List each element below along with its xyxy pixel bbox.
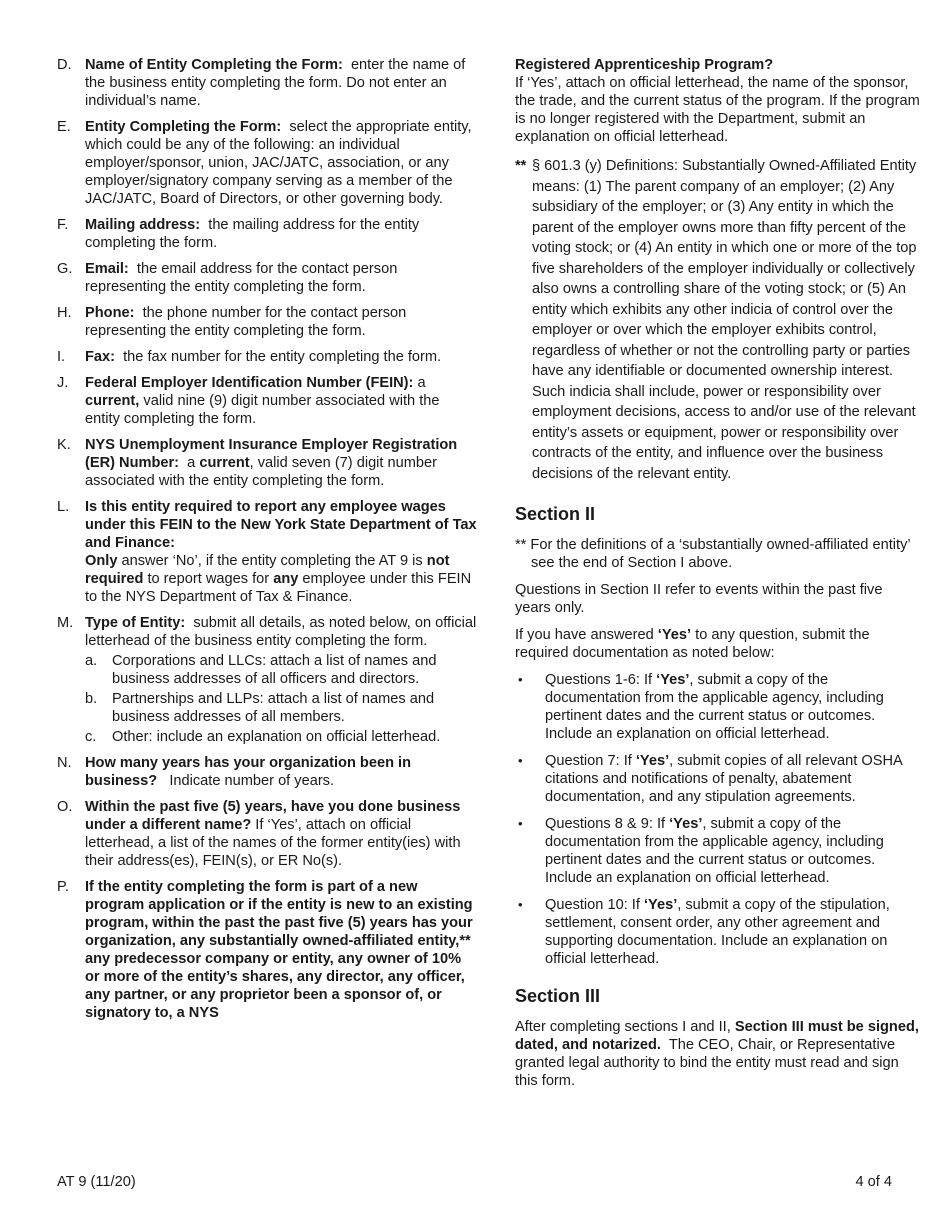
instruction-item-m: M. Type of Entity: submit all details, as noted below, on official letterhead of the business entity completing the form. a. Corporations and LLCs: attach a list of names and business addresses of all officers and directors. b. Partnerships and LLPs: attach a list of names and business addresses of all members. c. Other: include an explanation on official letterhead. <box>57 615 477 745</box>
instruction-item-h: H. Phone: the phone number for the contact person representing the entity completing the form. <box>57 305 407 339</box>
sub-item-c: c. Other: include an explanation on official letterhead. <box>85 729 441 745</box>
item-heading: Mailing address: <box>85 217 201 233</box>
item-text: the fax number for the entity completing the form. <box>123 349 442 365</box>
right-column <box>515 56 920 1099</box>
item-heading: How many years has your organization been in business? <box>85 755 412 789</box>
item-heading: NYS Unemployment Insurance Employer Registration (ER) Number: <box>85 437 458 471</box>
section-ii-note: ** For the definitions of a ‘substantially owned-affiliated entity’ see the end of Section I above. <box>515 537 911 571</box>
bullet-icon: • <box>518 753 523 768</box>
section-ii-scope: Questions in Section II refer to events within the past five years only. <box>515 582 883 616</box>
item-text: the phone number for the contact person representing the entity completing the form. <box>85 305 407 339</box>
bullet-item: • Questions 8 & 9: If ‘Yes’, submit a copy of the documentation from the applicable agency, including pertinent dates and the current status or outcomes. Include an explanation on official letterhead. <box>515 815 920 887</box>
item-heading: If the entity completing the form is part of a new program application or if the entity is new to an existing program, within the past the past five (5) years has your organization, any substantially owned-affiliated entity,** any predecessor company or entity, any owner of 10% or more of the entity’s shares, any director, any officer, any partner, or any proprietor been a sponsor of, or signatory to, a NYS <box>85 879 473 1021</box>
instruction-item-i: I. Fax: the fax number for the entity completing the form. <box>57 349 442 365</box>
instruction-item-j: J. Federal Employer Identification Number (FEIN): a current, valid nine (9) digit number associated with the entity completing the form. <box>57 375 440 427</box>
bullet-icon: • <box>518 672 523 687</box>
item-text: the mailing address for the entity completing the form. <box>85 217 420 251</box>
item-heading: Name of Entity Completing the Form: <box>85 57 343 73</box>
instruction-item-d: D. Name of Entity Completing the Form: enter the name of the business entity completing the form. Do not enter an individual’s name. <box>57 57 466 109</box>
item-heading: Fax: <box>85 349 116 365</box>
section-iii-title: Section III <box>515 986 601 1006</box>
item-heading: Within the past five (5) years, have you done business under a different name? <box>85 799 461 833</box>
instruction-item-f: F. Mailing address: the mailing address for the entity completing the form. <box>57 217 420 251</box>
instruction-item-l: L. Is this entity required to report any employee wages under this FEIN to the New York State Department of Tax and Finance: Only answer ‘No’, if the entity completing the AT 9 is not required to report wages for any employee under this FEIN to the NYS Department of Tax & Finance. <box>57 499 477 605</box>
item-text: enter the name of the business entity completing the form. Do not enter an individual’s name. <box>85 57 466 109</box>
page-number: 4 of 4 <box>855 1174 892 1190</box>
bullet-icon: • <box>518 816 523 831</box>
section-iii-text: After completing sections I and II, Section III must be signed, dated, and notarized. The CEO, Chair, or Representative granted legal authority to bind the entity must read and sign this form. <box>515 1019 919 1089</box>
item-heading: Type of Entity: <box>85 615 186 631</box>
bullet-item: • Questions 1-6: If ‘Yes’, submit a copy of the documentation from the applicable agency, including pertinent dates and the current status or outcomes. Include an explanation on official letterhead. <box>515 671 920 743</box>
item-heading: Entity Completing the Form: <box>85 119 282 135</box>
instruction-item-g: G. Email: the email address for the contact person representing the entity completing the form. <box>57 261 398 295</box>
definition-text: § 601.3 (y) Definitions: Substantially Owned-Affiliated Entity means: (1) The parent company of an employer; (2) Any subsidiary of the employer; or (3) Any entity in which the parent of the employer owns more than fifty percent of the voting stock; or (4) An entity in which one or more of the top five shareholders of the employer individually or collectively also owns a controlling share of the voting stock; or (5) An entity which exhibits any other indicia of control over the employer or over which the employer exhibits control, regardless of whether or not the controlling party or parties have any identifiable or documented ownership interest. Such indicia shall include, power or responsibility over employment decisions, access to and/or use of the relevant entity’s assets or equipment, power or responsibility over contracts of the entity, and influence over the business decisions of the relevant entity. <box>532 158 917 482</box>
instruction-item-e: E. Entity Completing the Form: select the appropriate entity, which could be any of the following: an individual employer/sponsor, union, JAC/JATC, association, or any employer/signatory company serving as a member of the JAC/JATC, Board of Directors, or other governing body. <box>57 119 472 207</box>
bullet-icon: • <box>518 897 523 912</box>
item-heading: Federal Employer Identification Number (FEIN): <box>85 375 414 391</box>
bullet-item: • Question 7: If ‘Yes’, submit copies of all relevant OSHA citations and notifications of penalty, abatement documentation, and any stipulation agreements. <box>515 752 920 806</box>
section-ii-instructions: If you have answered ‘Yes’ to any question, submit the required documentation as noted below: <box>515 627 870 661</box>
sub-item-b: b. Partnerships and LLPs: attach a list of names and business addresses of all members. <box>85 691 435 725</box>
continuation-text: If ‘Yes’, attach on official letterhead, the name of the sponsor, the trade, and the current status of the program. If the program is no longer registered with the Department, submit an explanation on official letterhead. <box>515 75 920 145</box>
item-text: the email address for the contact person representing the entity completing the form. <box>85 261 398 295</box>
instruction-item-p: P. If the entity completing the form is part of a new program application or if the entity is new to an existing program, within the past the past five (5) years has your organization, any substantially owned-affiliated entity,** any predecessor company or entity, any owner of 10% or more of the entity’s shares, any director, any officer, any partner, or any proprietor been a sponsor of, or signatory to, a NYS <box>57 879 473 1021</box>
instruction-item-n: N. How many years has your organization been in business? Indicate number of years. <box>57 755 412 789</box>
instruction-item-o: O. Within the past five (5) years, have you done business under a different name? If ‘Yes’, attach on official letterhead, a list of the names of the former entity(ies) with their address(es), FEIN(s), or ER No(s). <box>57 799 461 869</box>
item-text: select the appropriate entity, which could be any of the following: an individual employer/sponsor, union, JAC/JATC, association, or any employer/signatory company serving as a member of the JAC/JATC, Board of Directors, or other governing body. <box>85 119 472 207</box>
item-p-continuation <box>515 56 920 146</box>
definition-note: ** § 601.3 (y) Definitions: Substantially Owned-Affiliated Entity means: (1) The parent company of an employer; (2) Any subsidiary of the employer; or (3) Any entity in which the parent of the employer owns more than fifty percent of the voting stock; or (4) An entity in which one or more of the top five shareholders of the employer individually or collectively also owns a controlling share of the voting stock; or (5) An entity which exhibits any other indicia of control over the employer or over which the employer exhibits control, regardless of whether or not the controlling party or parties have any identifiable or documented ownership interest. Such indicia shall include, power or responsibility over employment decisions, access to and/or use of the relevant entity’s assets or equipment, power or responsibility over contracts of the entity, and influence over the business decisions of the relevant entity. <box>515 156 920 484</box>
bullet-item: • Question 10: If ‘Yes’, submit a copy of the stipulation, settlement, consent order, any other agreement and supporting documentation. Include an explanation on official letterhead. <box>515 896 920 968</box>
instruction-item-k: K. NYS Unemployment Insurance Employer Registration (ER) Number: a current, valid seven (7) digit number associated with the entity completing the form. <box>57 437 458 489</box>
sub-item-a: a. Corporations and LLCs: attach a list of names and business addresses of all officers and directors. <box>85 653 437 687</box>
form-id-footer: AT 9 (11/20) <box>57 1174 136 1190</box>
item-heading: Email: <box>85 261 129 277</box>
item-heading: Is this entity required to report any employee wages under this FEIN to the New York State Department of Tax and Finance: <box>85 499 477 551</box>
section-ii-title: Section II <box>515 504 596 524</box>
item-heading: Phone: <box>85 305 135 321</box>
left-column <box>57 56 477 1030</box>
continuation-heading: Registered Apprenticeship Program? <box>515 57 774 73</box>
